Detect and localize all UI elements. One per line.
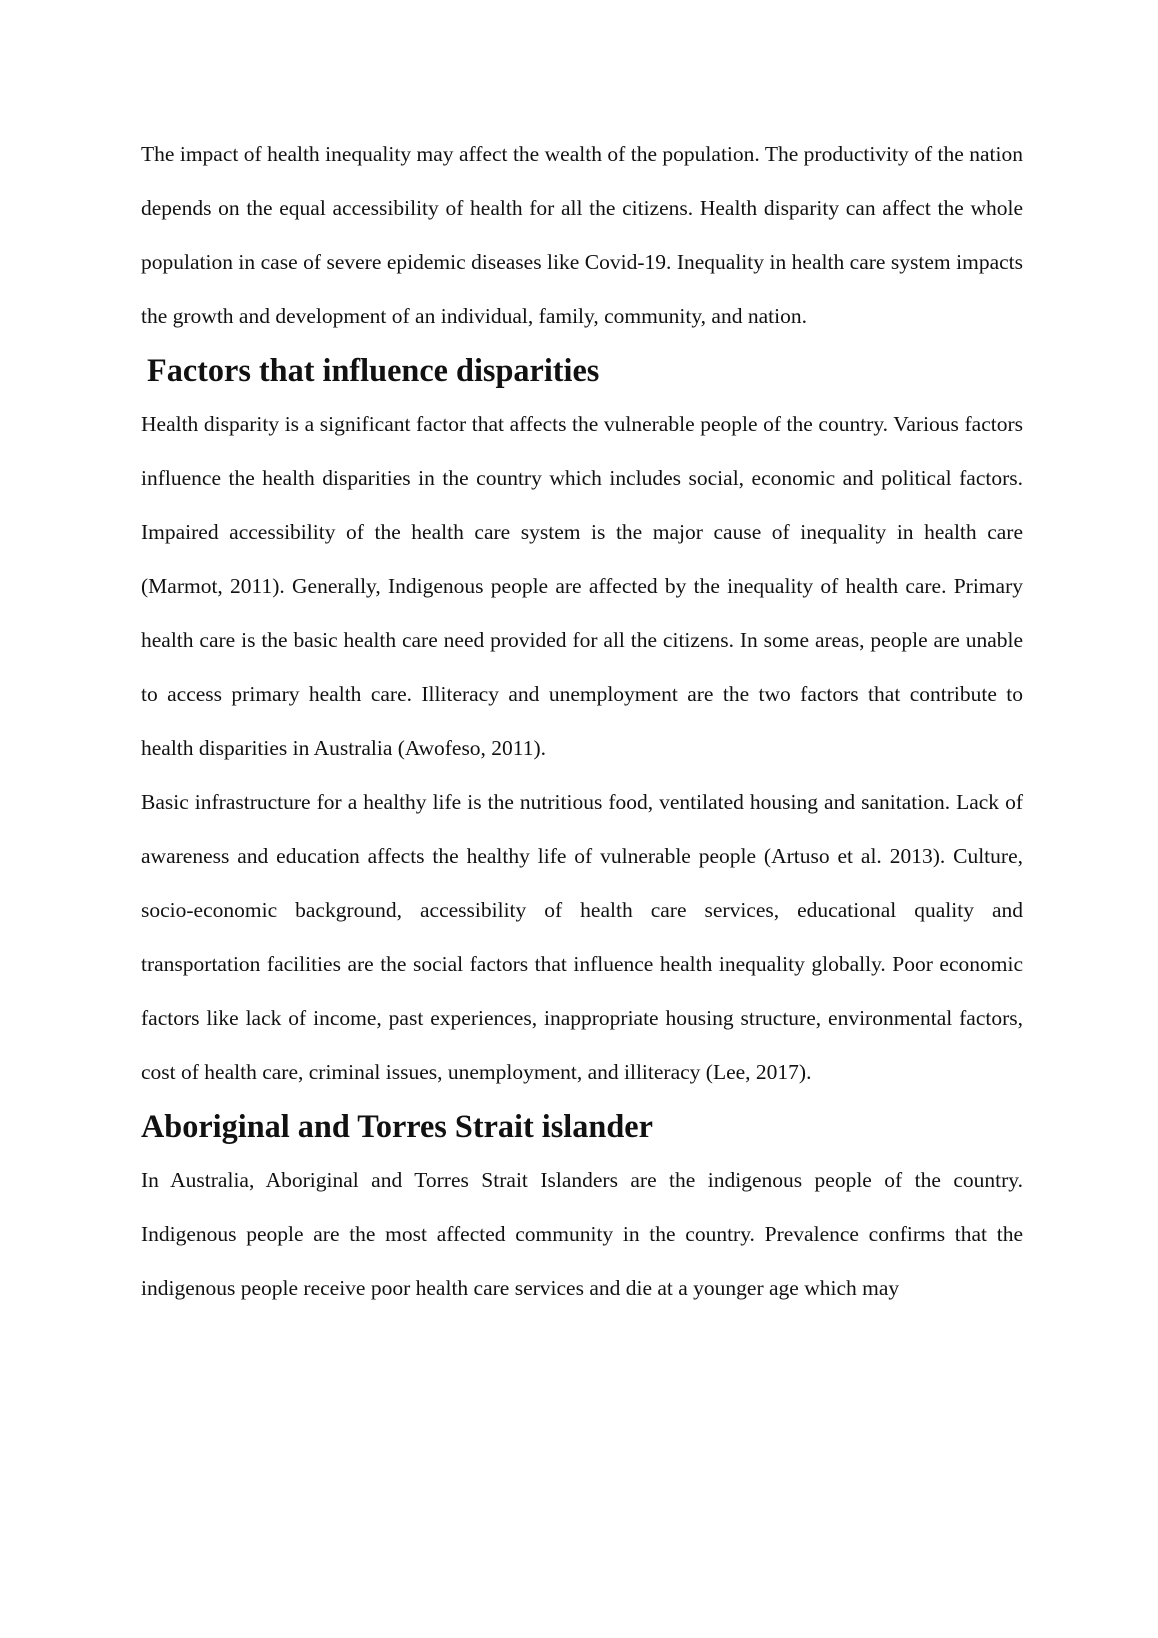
paragraph-basic-infrastructure: Basic infrastructure for a healthy life is the nutritious food, ventilated housing and sanitation. Lack of awareness and education affects the healthy life of vulnerable people (Artuso et al. 2013). Culture, socio-economic background, accessibility of health care services, educational quality and transportation facilities are the social factors that influence health inequality globally. Poor economic factors like lack of income, past experiences, inappropriate housing structure, environmental factors, cost of health care, criminal issues, unemployment, and illiteracy (Lee, 2017). bbox=[141, 790, 1023, 1084]
paragraph-health-disparity-factors: Health disparity is a significant factor that affects the vulnerable people of the country. Various factors influence the health disparities in the country which includes social, economic and political factors. Impaired accessibility of the health care system is the major cause of inequality in health care (Marmot, 2011). Generally, Indigenous people are affected by the inequality of health care. Primary health care is the basic health care need provided for all the citizens. In some areas, people are unable to access primary health care. Illiteracy and unemployment are the two factors that contribute to health disparities in Australia (Awofeso, 2011). bbox=[141, 412, 1023, 760]
heading-aboriginal-torres-strait: Aboriginal and Torres Strait islander bbox=[141, 1108, 653, 1144]
paragraph-health-inequality-impact: The impact of health inequality may affect the wealth of the population. The productivity of the nation depends on the equal accessibility of health for all the citizens. Health disparity can affect the whole population in case of severe epidemic diseases like Covid-19. Inequality in health care system impacts the growth and development of an individual, family, community, and nation. bbox=[141, 142, 1023, 328]
document-page bbox=[141, 127, 1023, 1315]
heading-factors-disparities: Factors that influence disparities bbox=[147, 352, 600, 388]
paragraph-indigenous-people: In Australia, Aboriginal and Torres Strait Islanders are the indigenous people of the country. Indigenous people are the most affected community in the country. Prevalence confirms that the indigenous people receive poor health care services and die at a younger age which may bbox=[141, 1168, 1023, 1300]
